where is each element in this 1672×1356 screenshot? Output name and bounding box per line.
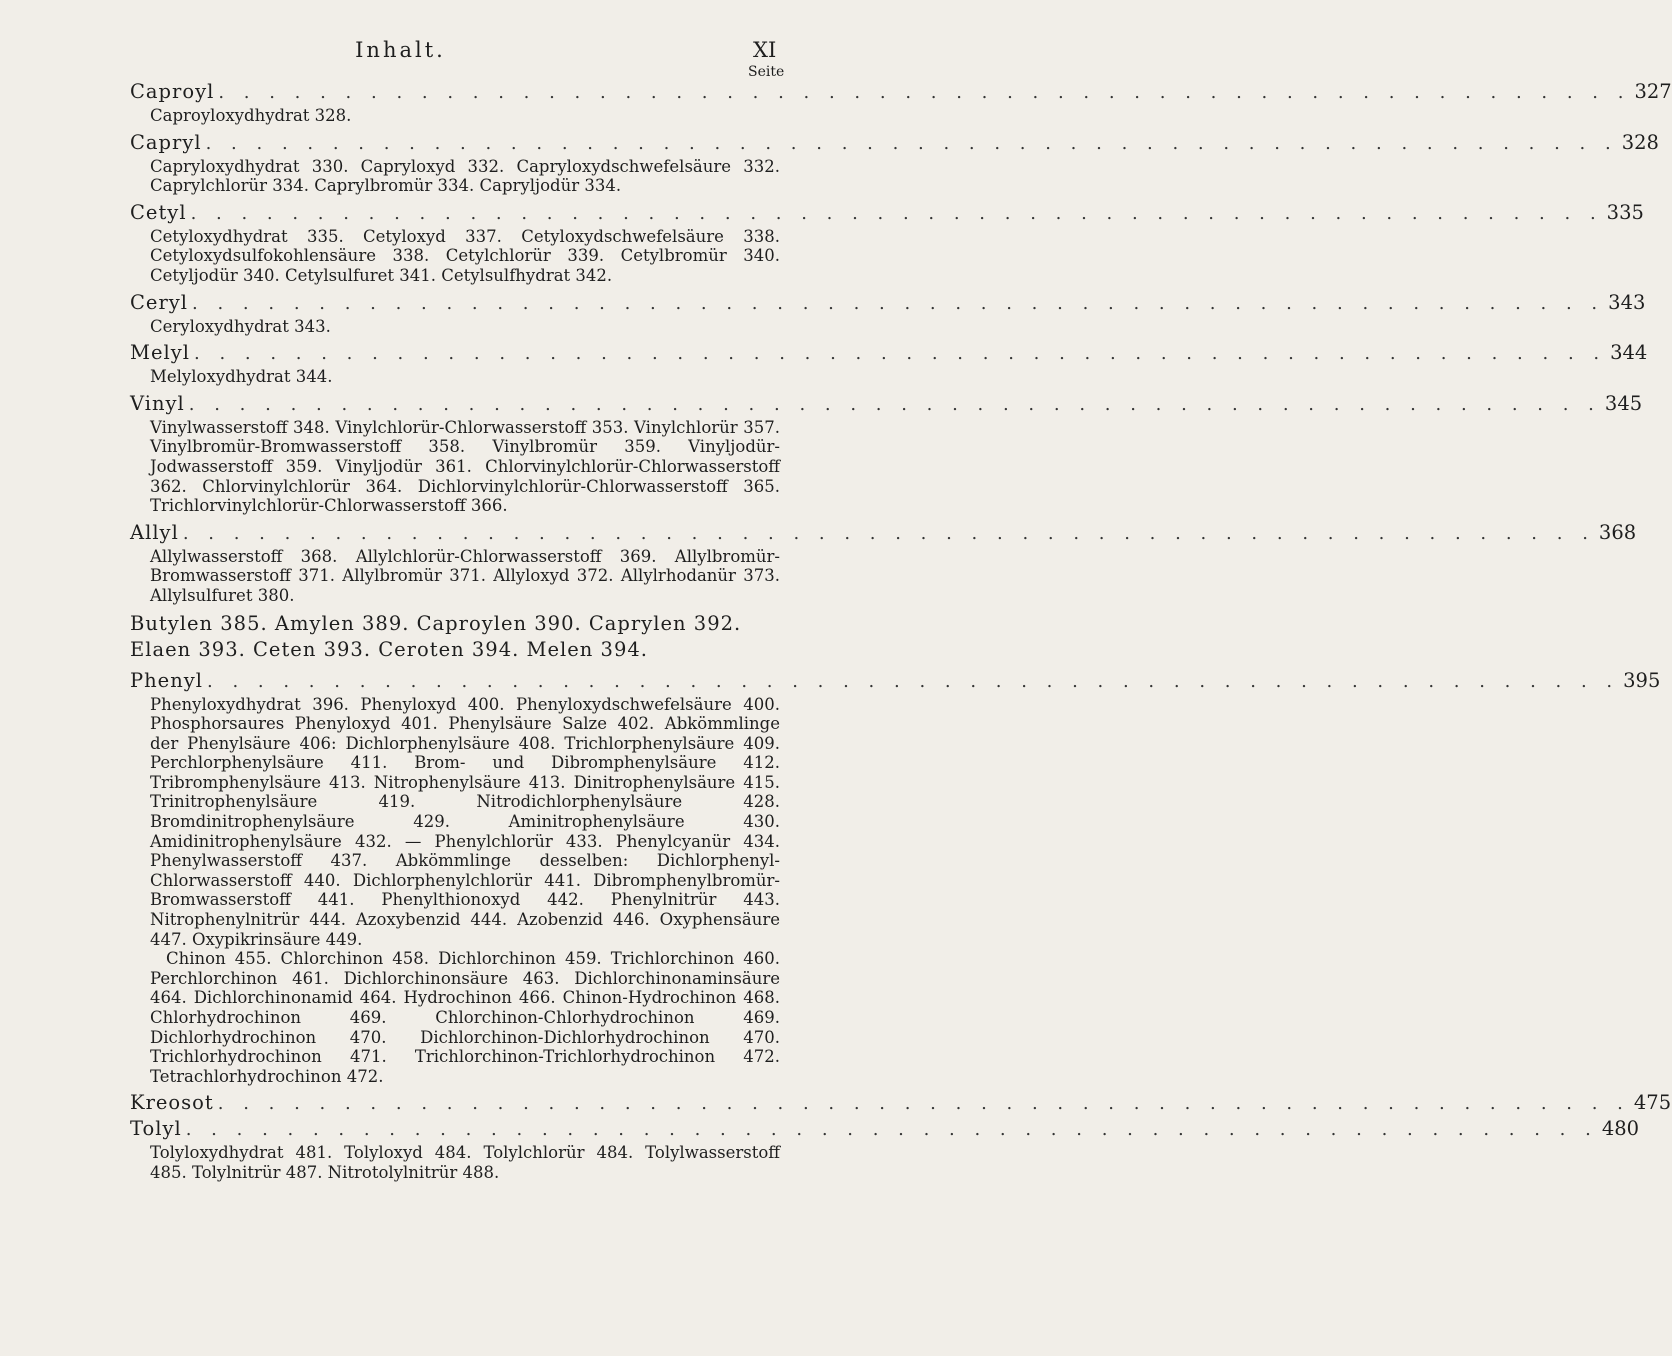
- entry-term: Caproyl: [130, 80, 215, 103]
- subitem-paragraph: Cetyloxydhydrat 335. Cetyloxyd 337. Cetyloxydschwefelsäure 338. Cetyloxydsulfokohlensäure 338. Cetylchlorür 339. Cetylbromür 340. Cetyljodür 340. Cetylsulfuret 341. Cetylsulfhydrat 342.: [150, 226, 780, 285]
- entry-subitems: [130, 106, 780, 126]
- entry-subitems: [130, 317, 780, 337]
- entry-term: Phenyl: [130, 668, 204, 692]
- dot-leader: . . . . . . . . . . . . . . . . . . . . . . . . . . . . . . . . . . . . . . . . . . . . . . . . . . . . . . . .: [207, 670, 1620, 692]
- dot-leader: . . . . . . . . . . . . . . . . . . . . . . . . . . . . . . . . . . . . . . . . . . . . . . . . . . . . . . . .: [192, 292, 1605, 314]
- entry-term: Vinyl: [130, 391, 185, 415]
- entry-subitems: [130, 1143, 780, 1182]
- entry-page-number: 345: [1604, 391, 1643, 415]
- entry-page-number: 395: [1623, 668, 1661, 692]
- table-of-contents: [130, 80, 1672, 1188]
- toc-entry: [130, 200, 1644, 286]
- dot-leader: . . . . . . . . . . . . . . . . . . . . . . . . . . . . . . . . . . . . . . . . . . . . . . . . . . . . . . . .: [205, 132, 1618, 154]
- toc-entry: [130, 80, 1672, 126]
- entry-term: Allyl: [130, 520, 179, 544]
- toc-entry: [130, 290, 1646, 337]
- toc-entry-line: [130, 80, 1672, 106]
- page-column-label: Seite: [748, 64, 785, 80]
- subitem-paragraph: Melyloxydhydrat 344.: [150, 367, 333, 387]
- subitem-paragraph: Caproyloxydhydrat 328.: [150, 106, 352, 125]
- entry-term: Cetyl: [130, 200, 187, 224]
- toc-entry-line: [130, 1091, 1672, 1117]
- toc-entry-line: [130, 290, 1646, 317]
- entry-term: Tolyl: [130, 1117, 182, 1141]
- toc-entry: [130, 668, 1661, 1087]
- entry-term: Capryl: [130, 130, 202, 154]
- entry-term: Kreosot: [130, 1091, 214, 1115]
- toc-entry-line: [130, 391, 1643, 418]
- dot-leader: . . . . . . . . . . . . . . . . . . . . . . . . . . . . . . . . . . . . . . . . . . . . . . . . . . . . . . . .: [188, 393, 1601, 415]
- toc-entry: [130, 391, 1643, 516]
- header-title: Inhalt.: [355, 38, 446, 62]
- entry-subitems: [130, 547, 780, 606]
- subitem-paragraph: Allylwasserstoff 368. Allylchlorür-Chlorwasserstoff 369. Allylbromür-Bromwasserstoff 371. Allylbromür 371. Allyloxyd 372. Allylrhodanür 373. Allylsulfuret 380.: [150, 546, 780, 605]
- toc-entry-line: [130, 200, 1644, 227]
- toc-entry: [130, 341, 1648, 387]
- subitem-paragraph: Phenyloxydhydrat 396. Phenyloxyd 400. Phenyloxydschwefelsäure 400. Phosphorsaures Phenyloxyd 401. Phenylsäure Salze 402. Abkömmlinge der Phenylsäure 406: Dichlorphenylsäure 408. Trichlorphenylsäure 409. Perchlorphenylsäure 411. Brom- und Dibromphenylsäure 412. Tribromphenylsäure 413. Nitrophenylsäure 413. Dinitrophenylsäure 415. Trinitrophenylsäure 419. Nitrodichlorphenylsäure 428. Bromdinitrophenylsäure 429. Aminitrophenylsäure 430. Amidinitrophenylsäure 432. — Phenylchlorür 433. Phenylcyanür 434. Phenylwasserstoff 437. Abkömmlinge desselben: Dichlorphenyl-Chlorwasserstoff 440. Dichlorphenylchlorür 441. Dibromphenylbromür-Bromwasserstoff 441. Phenylthionoxyd 442. Phenylnitrür 443. Nitrophenylnitrür 444. Azoxybenzid 444. Azobenzid 446. Oxyphensäure 447. Oxypikrinsäure 449.: [150, 694, 780, 949]
- entry-subitems: [130, 157, 780, 196]
- dot-leader: . . . . . . . . . . . . . . . . . . . . . . . . . . . . . . . . . . . . . . . . . . . . . . . . . . . . . . . .: [190, 202, 1603, 224]
- dot-leader: . . . . . . . . . . . . . . . . . . . . . . . . . . . . . . . . . . . . . . . . . . . . . . . . . . . . . . . .: [185, 1119, 1598, 1141]
- entry-subitems: [130, 367, 780, 387]
- entry-page-number: 475: [1633, 1091, 1672, 1115]
- subitem-paragraph: Chinon 455. Chlorchinon 458. Dichlorchinon 459. Trichlorchinon 460. Perchlorchinon 461. Dichlorchinonsäure 463. Dichlorchinonaminsäure 464. Dichlorchinonamid 464. Hydrochinon 466. Chinon-Hydrochinon 468. Chlorhydrochinon 469. Chlorchinon-Chlorhydrochinon 469. Dichlorhydrochinon 470. Dichlorchinon-Dichlorhydrochinon 470. Trichlorhydrochinon 471. Trichlorchinon-Trichlorhydrochinon 472. Tetrachlorhydrochinon 472.: [150, 949, 780, 1086]
- toc-entry: [130, 1091, 1672, 1117]
- dot-leader: . . . . . . . . . . . . . . . . . . . . . . . . . . . . . . . . . . . . . . . . . . . . . . . . . . . . . . . .: [217, 1093, 1630, 1115]
- toc-entry-line: [130, 341, 1648, 367]
- toc-entry-line: [130, 520, 1637, 547]
- combined-entry-line: Butylen 385. Amylen 389. Caproylen 390. Caprylen 392. Elaen 393. Ceten 393. Ceroten 394. Melen 394.: [130, 611, 742, 661]
- toc-entry: [130, 130, 1659, 196]
- subitem-paragraph: Tolyloxydhydrat 481. Tolyloxyd 484. Tolylchlorür 484. Tolylwasserstoff 485. Tolylnitrür 487. Nitrotolylnitrür 488.: [150, 1143, 780, 1182]
- entry-page-number: 327: [1634, 80, 1672, 103]
- entry-subitems: [130, 418, 780, 516]
- entry-page-number: 335: [1606, 200, 1644, 224]
- entry-page-number: 343: [1608, 290, 1646, 314]
- toc-entry-line: [130, 1117, 1640, 1143]
- entry-page-number: 344: [1610, 341, 1648, 365]
- running-header: [0, 32, 801, 62]
- entry-page-number: 368: [1598, 520, 1637, 544]
- dot-leader: . . . . . . . . . . . . . . . . . . . . . . . . . . . . . . . . . . . . . . . . . . . . . . . . . . . . . . . .: [182, 522, 1595, 544]
- subitem-paragraph: Vinylwasserstoff 348. Vinylchlorür-Chlorwasserstoff 353. Vinylchlorür 357. Vinylbromür-Bromwasserstoff 358. Vinylbromür 359. Vinyljodür-Jodwasserstoff 359. Vinyljodür 361. Chlorvinylchlorür-Chlorwasserstoff 362. Chlorvinylchlorür 364. Dichlorvinylchlorür-Chlorwasserstoff 365. Trichlorvinylchlorür-Chlorwasserstoff 366.: [150, 417, 780, 516]
- dot-leader: . . . . . . . . . . . . . . . . . . . . . . . . . . . . . . . . . . . . . . . . . . . . . . . . . . . . . . . .: [194, 343, 1607, 365]
- toc-entry: [130, 1117, 1640, 1182]
- subitem-paragraph: Capryloxydhydrat 330. Capryloxyd 332. Capryloxydschwefelsäure 332. Caprylchlorür 334. Caprylbromür 334. Capryljodür 334.: [150, 156, 780, 196]
- entry-subitems: [130, 695, 780, 1087]
- header-page-number: XI: [753, 38, 777, 62]
- entry-subitems: [130, 227, 780, 286]
- entry-term: Melyl: [130, 341, 190, 365]
- subitem-paragraph: Ceryloxydhydrat 343.: [150, 316, 331, 336]
- toc-entry-line: [130, 668, 1661, 695]
- toc-entry-line: [130, 130, 1659, 157]
- entry-term: Ceryl: [130, 290, 189, 314]
- toc-entry: [130, 520, 1637, 606]
- entry-page-number: 480: [1601, 1117, 1640, 1141]
- dot-leader: . . . . . . . . . . . . . . . . . . . . . . . . . . . . . . . . . . . . . . . . . . . . . . . . . . . . . . . .: [218, 82, 1631, 103]
- entry-page-number: 328: [1621, 130, 1659, 154]
